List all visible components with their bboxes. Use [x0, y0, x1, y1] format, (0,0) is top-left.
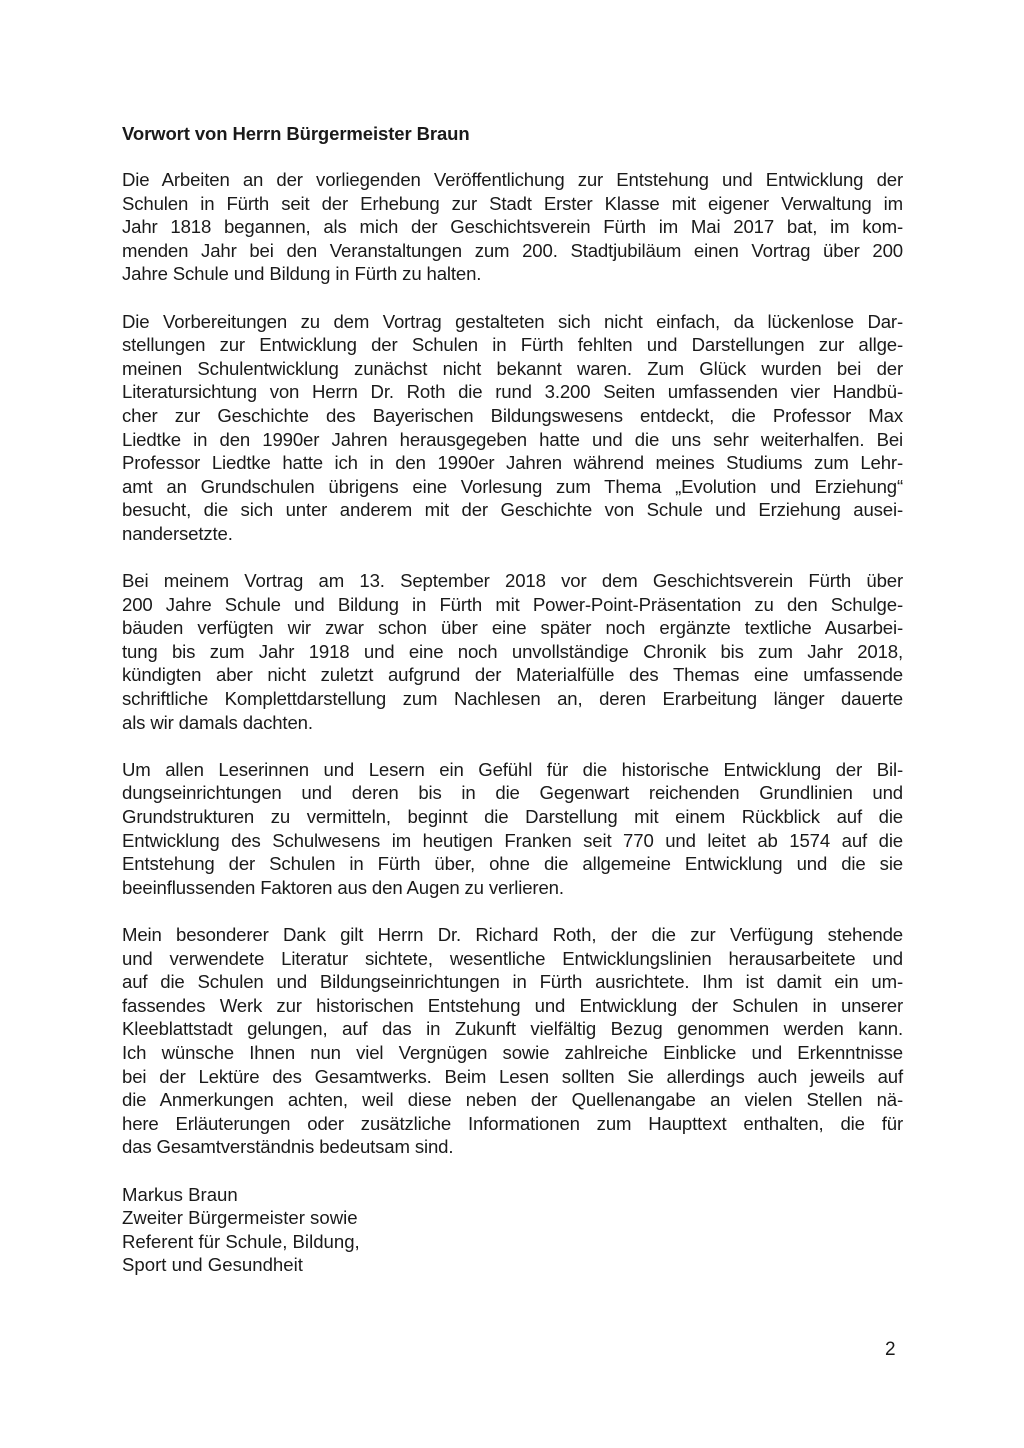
text-line: Professor Liedtke hatte ich in den 1990er Jahren während meines Studiums zum Lehr-	[122, 452, 903, 474]
text-line: Um allen Leserinnen und Lesern ein Gefühl für die historische Entwicklung der Bil-	[122, 758, 903, 780]
paragraph-3	[122, 569, 903, 734]
text-line: fassendes Werk zur historischen Entstehung und Entwicklung der Schulen in unserer	[122, 994, 903, 1016]
paragraph-1	[122, 168, 903, 286]
text-line: nandersetzte.	[122, 522, 233, 544]
text-line: Kleeblattstadt gelungen, auf das in Zukunft vielfältig Bezug genommen werden kann.	[122, 1018, 903, 1040]
signature-title-line: Sport und Gesundheit	[122, 1254, 303, 1276]
signature-title-line: Referent für Schule, Bildung,	[122, 1230, 360, 1252]
text-line: 200 Jahre Schule und Bildung in Fürth mit Power-Point-Präsentation zu den Schulge-	[122, 593, 903, 615]
text-line: Grundstrukturen zu vermitteln, beginnt die Darstellung mit einem Rückblick auf die	[122, 806, 903, 828]
paragraph-4	[122, 758, 903, 900]
text-line: Jahre Schule und Bildung in Fürth zu halten.	[122, 263, 482, 285]
text-line: amt an Grundschulen übrigens eine Vorlesung zum Thema „Evolution und Erziehung“	[122, 475, 903, 497]
text-line: das Gesamtverständnis bedeutsam sind.	[122, 1136, 454, 1158]
text-line: die Anmerkungen achten, weil diese neben der Quellenangabe an vielen Stellen nä-	[122, 1089, 903, 1111]
text-line: tung bis zum Jahr 1918 und eine noch unvollständige Chronik bis zum Jahr 2018,	[122, 640, 903, 662]
text-line: kündigten aber nicht zuletzt aufgrund der Materialfülle des Themas eine umfassende	[122, 664, 903, 686]
text-line: bei der Lektüre des Gesamtwerks. Beim Lesen sollten Sie allerdings auch jeweils auf	[122, 1065, 903, 1087]
text-line: bäuden verfügten wir zwar schon über eine später noch ergänzte textliche Ausarbei-	[122, 617, 903, 639]
text-line: meinen Schulentwicklung zunächst nicht bekannt waren. Zum Glück wurden bei der	[122, 357, 903, 379]
page-title: Vorwort von Herrn Bürgermeister Braun	[122, 123, 470, 144]
signature-block	[122, 1183, 903, 1277]
text-line: als wir damals dachten.	[122, 711, 313, 733]
text-line: Ich wünsche Ihnen nun viel Vergnügen sowie zahlreiche Einblicke und Erkenntnisse	[122, 1041, 903, 1063]
text-line: schriftliche Komplettdarstellung zum Nachlesen an, deren Erarbeitung länger dauerte	[122, 688, 903, 710]
text-line: menden Jahr bei den Veranstaltungen zum 200. Stadtjubiläum einen Vortrag über 200	[122, 239, 903, 261]
text-line: Literatursichtung von Herrn Dr. Roth die rund 3.200 Seiten umfassenden vier Handbü-	[122, 381, 903, 403]
text-line: Die Arbeiten an der vorliegenden Veröffentlichung zur Entstehung und Entwicklung der	[122, 169, 903, 190]
text-line: Schulen in Fürth seit der Erhebung zur Stadt Erster Klasse mit eigener Verwaltung im	[122, 192, 903, 214]
text-line: here Erläuterungen oder zusätzliche Informationen zum Haupttext enthalten, die für	[122, 1112, 903, 1134]
text-line: Die Vorbereitungen zu dem Vortrag gestalteten sich nicht einfach, da lückenlose Dar-	[122, 310, 903, 332]
text-line: Mein besonderer Dank gilt Herrn Dr. Richard Roth, der die zur Verfügung stehende	[122, 924, 903, 945]
text-line: besucht, die sich unter anderem mit der Geschichte von Schule und Erziehung ausei-	[122, 499, 903, 521]
text-line: stellungen zur Entwicklung der Schulen in Fürth fehlten und Darstellungen zur allge-	[122, 334, 903, 356]
text-line: auf die Schulen und Bildungseinrichtungen in Fürth ausrichtete. Ihm ist damit ein um-	[122, 971, 903, 993]
text-line: Entwicklung des Schulwesens im heutigen Franken seit 770 und leitet ab 1574 auf die	[122, 829, 903, 851]
paragraph-2	[122, 310, 903, 546]
text-line: und verwendete Literatur sichtete, wesentliche Entwicklungslinien herausarbeitete und	[122, 947, 903, 969]
page-number: 2	[885, 1339, 896, 1360]
text-line: Jahr 1818 begannen, als mich der Geschichtsverein Fürth im Mai 2017 bat, im kom-	[122, 216, 903, 238]
text-line: beeinflussenden Faktoren aus den Augen zu verlieren.	[122, 876, 564, 898]
paragraph-5	[122, 923, 903, 1159]
text-line: Entstehung der Schulen in Fürth über, ohne die allgemeine Entwicklung und die sie	[122, 853, 903, 875]
document-page	[122, 122, 903, 1277]
text-line: Liedtke in den 1990er Jahren herausgegeben hatte und die uns sehr weiterhalfen. Bei	[122, 428, 903, 450]
signature-title-line: Zweiter Bürgermeister sowie	[122, 1207, 358, 1229]
text-line: cher zur Geschichte des Bayerischen Bildungswesens entdeckt, die Professor Max	[122, 404, 903, 426]
signature-name: Markus Braun	[122, 1183, 238, 1205]
text-line: dungseinrichtungen und deren bis in die Gegenwart reichenden Grundlinien und	[122, 782, 903, 804]
text-line: Bei meinem Vortrag am 13. September 2018 vor dem Geschichtsverein Fürth über	[122, 570, 903, 592]
